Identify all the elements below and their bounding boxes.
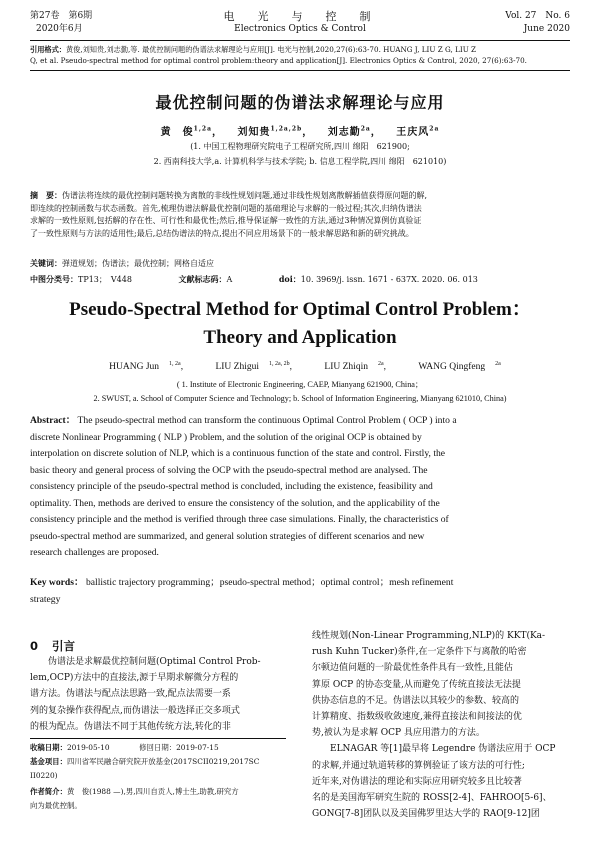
title-en bbox=[0, 296, 600, 352]
abstract-cn-label: 摘 要： bbox=[30, 191, 62, 200]
abstract-en bbox=[30, 413, 570, 562]
author-sup: 2a bbox=[360, 125, 371, 133]
journal-name-cn: 电 光 与 控 制 bbox=[223, 10, 377, 23]
clc-value: TP13； V448 bbox=[78, 275, 132, 284]
classification-line bbox=[30, 274, 570, 285]
body-line: 近年来,对伪谱法的理论和实际应用研究较多且比较著 bbox=[312, 776, 522, 787]
section-title: 引言 bbox=[52, 639, 76, 653]
abstract-en-label: Abstract： bbox=[30, 415, 76, 426]
footnote-text: 向为最优控制。 bbox=[30, 801, 82, 810]
doi bbox=[279, 275, 488, 284]
author-sup: 2a bbox=[429, 125, 440, 133]
author-name: LIU Zhiqin bbox=[324, 362, 368, 372]
footnote-label: 基金项目： bbox=[30, 757, 67, 766]
authors-cn: 黄 俊$^{1,2a}$， 刘知贵$^{1,2a,2b}$， 刘志勤$^{2a}$， 王庆风$^{2a}$ bbox=[160, 125, 440, 138]
abstract-en-line: discrete Nonlinear Programming ( NLP ) Problem, and the solution of the original OCP is obtained by bbox=[30, 431, 422, 443]
abstract-en-line: consistency principle of the pseudo-spectral method is concluded, including the existence, feasibility and bbox=[30, 481, 433, 492]
author-sup: 1, 2a, 2b bbox=[269, 360, 290, 367]
author-name: LIU Zhigui bbox=[215, 362, 259, 372]
footnote-text: 黄 俊(1988 —),男,四川自贡人,博士生,助教,研究方 bbox=[66, 787, 239, 796]
author-sup: 2a bbox=[377, 360, 384, 367]
body-line: 伪谱法是求解最优控制问题(Optimal Control Prob- bbox=[30, 657, 261, 667]
abstract-en-line: research challenges are proposed. bbox=[30, 547, 159, 558]
footnote-author-cont bbox=[30, 800, 286, 812]
author-en bbox=[408, 362, 500, 372]
body-line: 供协态信息的不足。伪谱法以其较少的参数、较高的 bbox=[312, 695, 520, 706]
affiliation-cn-1: (1. 中国工程物理研究院电子工程研究所,四川 绵阳 621900; bbox=[190, 142, 410, 151]
body-line: 线性规划(Non-Linear Programming,NLP)的 KKT(Ka- bbox=[312, 631, 546, 641]
author-sup: 2a bbox=[495, 360, 501, 367]
doc-value: A bbox=[226, 275, 233, 284]
doi-value: 10. 3969/j. issn. 1671 - 637X. 2020. 06. 013 bbox=[300, 275, 478, 284]
header-rule bbox=[30, 40, 570, 41]
header-right bbox=[505, 10, 570, 36]
author-name: HUANG Jun bbox=[109, 362, 160, 372]
body-line: lem,OCP)方法中的直接法,源于早期求解微分方程的 bbox=[30, 673, 239, 684]
affiliation-en-2: 2. SWUST, a. School of Computer Science and Technology; b. School of Information Engineering, Mianyang 621010, China) bbox=[93, 394, 507, 403]
author-en: LIU Zhigui $^{1, 2a, 2b}$, bbox=[215, 360, 293, 372]
author-sup: 1,2a bbox=[193, 125, 212, 133]
citation-line-1: 黄俊,刘知贵,刘志勤,等. 最优控制问题的伪谱法求解理论与应用[J]. 电光与控制,2020,27(6):63-70. HUANG J, LIU Z G, LIU Z bbox=[65, 45, 477, 54]
abstract-en-line: The pseudo-spectral method can transform the continuous Optimal Control Problem ( OCP ) into a bbox=[77, 415, 457, 426]
citation-line-2: Q, et al. Pseudo-spectral method for optimal control problem:theory and application[J]. Electronics Optics & Control, 2020, 27(6):63-70. bbox=[30, 56, 527, 65]
author-name: 刘志勤 bbox=[327, 127, 361, 138]
header-center bbox=[30, 10, 570, 36]
body-line: rush Kuhn Tucker)条件,在一定条件下与离散的哈密 bbox=[312, 647, 527, 658]
section-heading bbox=[30, 638, 75, 654]
footnote-text: II0220) bbox=[30, 771, 58, 780]
author-cn bbox=[396, 127, 439, 138]
abstract-cn-line: 伪谱法将连续的最优控制问题转换为离散的非线性规划问题,通过非线性规划离散解插值获得原问题的解, bbox=[62, 191, 428, 200]
keywords-en-line-1: ballistic trajectory programming；pseudo-spectral method；optimal control；mesh refinement bbox=[85, 577, 454, 588]
section-number: 0 bbox=[30, 639, 39, 653]
body-line: 势,被认为是求解 OCP 具应用潜力的方法。 bbox=[312, 728, 485, 739]
journal-name-en: Electronics Optics & Control bbox=[234, 24, 366, 34]
author-name: 刘知贵 bbox=[237, 127, 271, 138]
clc-label: 中图分类号： bbox=[30, 274, 78, 284]
abstract-en-line: basic theory and general process of solving the OCP with the pseudo-spectral method are analysed. The bbox=[30, 464, 428, 476]
volume-cn: 第27卷 第6期 bbox=[30, 11, 93, 21]
title-en-line-2: Theory and Application bbox=[203, 327, 397, 348]
abstract-en-line: interpolation on discrete solution of NLP, which is a continuous function of the state and control. Firstly, the bbox=[30, 448, 446, 459]
body-line: ELNAGAR 等[1]最早将 Legendre 伪谱法应用于 OCP bbox=[312, 744, 556, 755]
authors-en bbox=[0, 362, 600, 372]
doc-code bbox=[179, 275, 243, 284]
citation-rule bbox=[30, 70, 570, 71]
abstract-cn-line: 求解的一致性原则,包括解的存在性、可行性和最优性;然后,推导保证解一致性的方法,通过3种情况算例仿真验证 bbox=[30, 216, 422, 225]
author-sup: 1,2a,2b bbox=[270, 125, 303, 133]
footnote-rule bbox=[30, 738, 286, 739]
body-line: 算原 OCP 的协态变量,从而避免了传统直接法无法提 bbox=[312, 679, 521, 690]
body-line: GONG[7-8]团队以及美国佛罗里达大学的 RAO[9-12]团 bbox=[312, 809, 540, 820]
body-left-column bbox=[30, 654, 286, 735]
body-line: 计算精度、指数级收敛速度,兼得直接法和间接法的优 bbox=[312, 712, 522, 723]
footnote-received bbox=[30, 742, 286, 754]
footnote-fund-cont bbox=[30, 770, 286, 782]
body-line: 名的是美国海军研究生院的 ROSS[2-4]、FAHROO[5-6]、 bbox=[312, 793, 552, 804]
volume-en: Vol. 27 No. 6 bbox=[505, 11, 570, 21]
author-name: 黄 俊 bbox=[160, 127, 194, 138]
journal-header bbox=[30, 6, 570, 40]
doc-label: 文献标志码： bbox=[178, 274, 227, 284]
author-cn bbox=[161, 127, 212, 138]
citation-label: 引用格式： bbox=[30, 45, 66, 54]
doi-label: doi： bbox=[278, 274, 301, 284]
keywords-cn bbox=[30, 258, 570, 269]
footnote-author bbox=[30, 786, 286, 798]
abstract-cn bbox=[30, 190, 570, 240]
author-name: WANG Qingfeng bbox=[418, 362, 486, 372]
date-cn: 2020年6月 bbox=[36, 24, 83, 34]
body-line: 谱方法。伪谱法与配点法思路一致,配点法需要一系 bbox=[30, 689, 231, 700]
author-name: 王庆风 bbox=[396, 127, 430, 138]
abstract-cn-line: 了一致性原则与方法的适用性;最后,总结伪谱法的特点,提出不同应用场景下的一般求解思路和新的研究挑战。 bbox=[30, 228, 414, 238]
date-en: June 2020 bbox=[523, 24, 570, 34]
author-sup: 1, 2a bbox=[169, 360, 181, 367]
affiliation-en-1: ( 1. Institute of Electronic Engineering, CAEP, Mianyang 621900, China； bbox=[176, 380, 424, 389]
author-en: LIU Zhiqin $^{2a}$, bbox=[324, 360, 387, 372]
footnote-text: 四川省军民融合研究院开放基金(2017SCII0219,2017SC bbox=[66, 757, 260, 766]
body-line: 的求解,并通过轨道转移的算例验证了该方法的可行性; bbox=[312, 760, 525, 771]
footnote-label: 收稿日期： bbox=[30, 743, 67, 752]
abstract-en-line: consistency principle and the method is verified through three case simulations. Finally, the characteristics of bbox=[30, 514, 449, 525]
title-cn: 最优控制问题的伪谱法求解理论与应用 bbox=[155, 93, 445, 112]
keywords-cn-text: 弹道规划；伪谱法；最优控制；网格自适应 bbox=[62, 259, 214, 268]
body-line: 列的复杂操作获得配点,而伪谱法一般选择正交多项式 bbox=[30, 705, 240, 716]
author-cn bbox=[328, 127, 371, 138]
clc bbox=[30, 275, 142, 284]
abstract-cn-line: 即连续的控制函数与状态函数。首先,梳理伪谱法解最优控制问题的基础理论与求解的一般过程;其次,归纳伪谱法 bbox=[30, 203, 422, 213]
body-line: 的根为配点。伪谱法不同于其他传统方法,转化的非 bbox=[30, 721, 231, 732]
keywords-cn-label: 关键词： bbox=[30, 259, 62, 268]
footnote-text: 2019-05-10 修回日期：2019-07-15 bbox=[66, 743, 219, 752]
author-en: HUANG Jun $^{1, 2a}$, bbox=[109, 360, 184, 372]
title-en-line-1: Pseudo-Spectral Method for Optimal Control Problem： bbox=[69, 299, 531, 320]
footnote-label: 作者简介： bbox=[30, 787, 67, 796]
abstract-en-line: pseudo-spectral method are summarized, and general solution strategies of different scenarios and new bbox=[30, 530, 425, 542]
keywords-en-line-2: strategy bbox=[30, 593, 61, 605]
body-line: 尔顿边值问题的一阶最优性条件具有一致性,且能估 bbox=[312, 663, 513, 674]
footnote-fund bbox=[30, 756, 286, 768]
abstract-en-line: optimality. Then, methods are derived to ensure the consistency of the solution, and the applicability of the bbox=[30, 497, 440, 509]
keywords-en-label: Key words： bbox=[30, 577, 84, 588]
keywords-en bbox=[30, 575, 570, 608]
citation-block bbox=[30, 44, 570, 66]
author-cn bbox=[237, 127, 302, 138]
body-right-column bbox=[312, 628, 570, 822]
affiliation-cn-2: 2. 西南科技大学,a. 计算机科学与技术学院; b. 信息工程学院,四川 绵阳 621010) bbox=[153, 157, 447, 166]
